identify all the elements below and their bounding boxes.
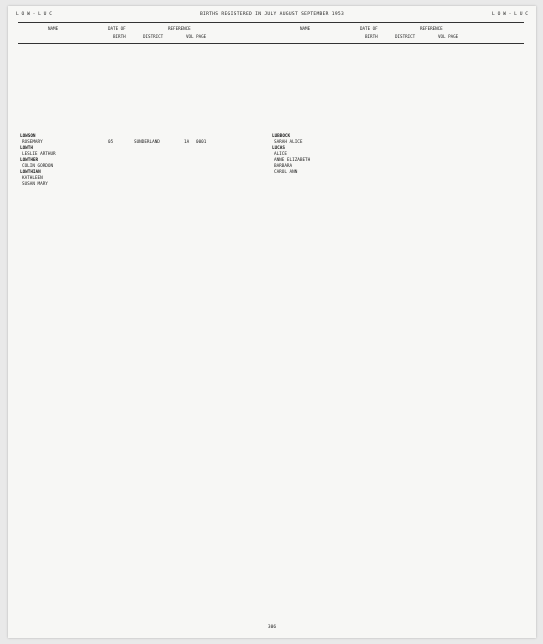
left-entries bbox=[18, 134, 272, 188]
given-name: SARAH ALICE bbox=[274, 140, 303, 145]
surname: LUBBOCK bbox=[272, 134, 291, 139]
right-column bbox=[270, 22, 524, 176]
given-name: COLIN GORDON bbox=[22, 164, 54, 169]
district: SUNDERLAND bbox=[134, 140, 160, 145]
page-header bbox=[14, 11, 530, 19]
given-name: SUSAN MARY bbox=[22, 182, 48, 187]
column-label-date: DATE OF bbox=[360, 26, 378, 31]
column-label-birth: BIRTH bbox=[365, 34, 378, 39]
entry-row bbox=[18, 182, 272, 188]
surname: LOWTHIAN bbox=[20, 170, 41, 175]
given-name: CAROL ANN bbox=[274, 170, 298, 175]
given-name: ROSEMARY bbox=[22, 140, 43, 145]
column-header-right bbox=[270, 22, 524, 44]
column-label-birth: BIRTH bbox=[113, 34, 126, 39]
right-entries bbox=[270, 134, 524, 176]
column-label-district: DISTRICT bbox=[143, 34, 164, 39]
column-label-volpage: VOL PAGE bbox=[186, 34, 207, 39]
surname: LUCAS bbox=[272, 146, 285, 151]
register-page bbox=[8, 6, 536, 638]
surname: LOWTH bbox=[20, 146, 33, 151]
column-label-reference: REFERENCE bbox=[168, 26, 191, 31]
column-label-name: NAME bbox=[48, 26, 59, 31]
given-name: ANNE ELIZABETH bbox=[274, 158, 311, 163]
page: 0001 bbox=[196, 140, 207, 145]
column-label-district: DISTRICT bbox=[395, 34, 416, 39]
given-name: LESLIE ARTHUR bbox=[22, 152, 56, 157]
volume: 1A bbox=[184, 140, 190, 145]
column-label-date: DATE OF bbox=[108, 26, 126, 31]
given-name: ALICE bbox=[274, 152, 287, 157]
page-number: 306 bbox=[267, 625, 277, 630]
column-label-name: NAME bbox=[300, 26, 311, 31]
entry-row bbox=[270, 170, 524, 176]
column-label-reference: REFERENCE bbox=[420, 26, 443, 31]
column-label-volpage: VOL PAGE bbox=[438, 34, 459, 39]
column-header-left bbox=[18, 22, 272, 44]
given-name: KATHLEEN bbox=[22, 176, 43, 181]
birth-month: 05 bbox=[108, 140, 114, 145]
header-right: L O W - L U C bbox=[492, 12, 528, 17]
header-left: L O W - L U C bbox=[16, 12, 52, 17]
left-column bbox=[18, 22, 272, 188]
given-name: BARBARA bbox=[274, 164, 293, 169]
surname: LOWSON bbox=[20, 134, 36, 139]
surname: LOWTHER bbox=[20, 158, 39, 163]
header-title: BIRTHS REGISTERED IN JULY AUGUST SEPTEMBER 1953 bbox=[199, 12, 345, 17]
